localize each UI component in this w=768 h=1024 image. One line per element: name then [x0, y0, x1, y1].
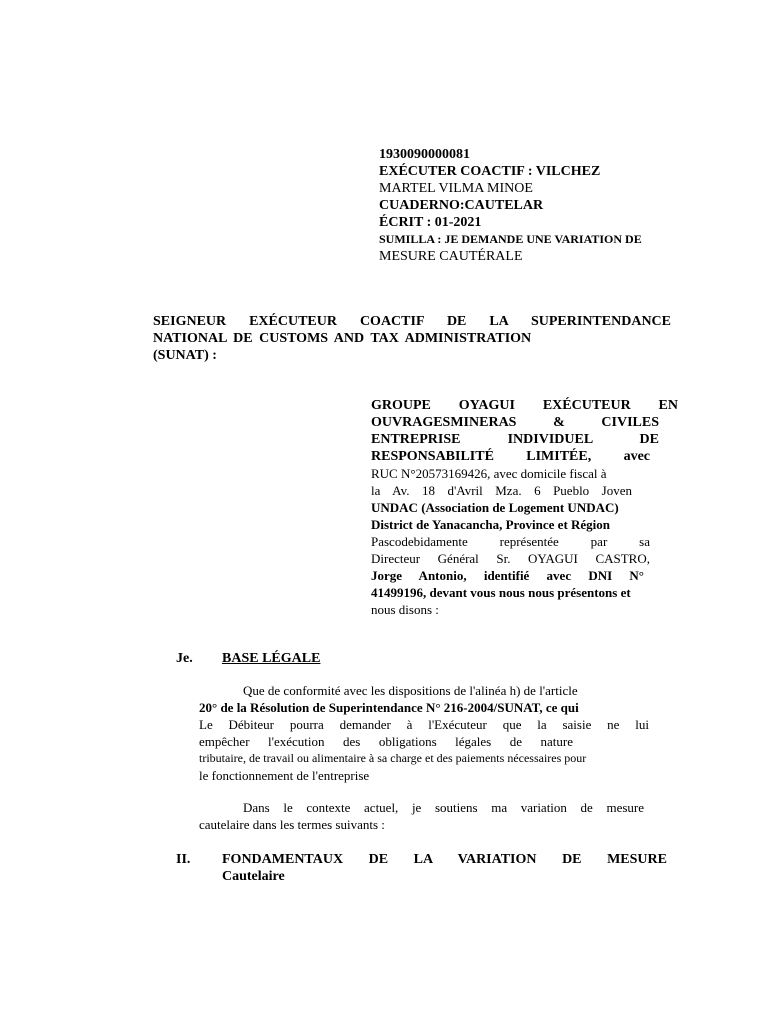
paragraph-1-line-5: tributaire, de travail ou alimentaire à sa charge et des paiements nécessaires pour: [199, 751, 587, 765]
paragraph-2-line-1: Dans le contexte actuel, je soutiens ma variation de mesure: [243, 800, 644, 815]
party-line-12: 41499196, devant vous nous nous présentons et: [371, 585, 631, 600]
addressee-line-2: NATIONAL DE CUSTOMS AND TAX ADMINISTRATION: [153, 331, 532, 346]
party-line-6: la Av. 18 d'Avril Mza. 6 Pueblo Joven: [371, 483, 632, 498]
section-2-title-line-1: FONDAMENTAUX DE LA VARIATION DE MESURE: [222, 852, 667, 867]
sumilla-line: SUMILLA : JE DEMANDE UNE VARIATION DE: [379, 232, 642, 246]
party-line-7: UNDAC (Association de Logement UNDAC): [371, 500, 619, 515]
paragraph-1-line-3: Le Débiteur pourra demander à l'Exécuteur que la saisie ne lui: [199, 717, 649, 732]
paragraph-1-line-1: Que de conformité avec les dispositions de l'alinéa h) de l'article: [243, 683, 578, 698]
executor-name: MARTEL VILMA MINOE: [379, 181, 533, 196]
party-line-8: District de Yanacancha, Province et Région: [371, 517, 611, 532]
paragraph-1-line-2: 20° de la Résolution de Superintendance N° 216-2004/SUNAT, ce qui: [199, 700, 579, 715]
party-block: [371, 397, 678, 618]
party-line-1: GROUPE OYAGUI EXÉCUTEUR EN: [371, 398, 678, 413]
party-line-13: nous disons :: [371, 602, 439, 617]
section-2-number: II.: [176, 852, 191, 867]
party-line-2: OUVRAGESMINERAS & CIVILES: [371, 415, 659, 430]
party-line-3: ENTREPRISE INDIVIDUEL DE: [371, 432, 659, 447]
sumilla-continuation: MESURE CAUTÉRALE: [379, 249, 523, 264]
paragraph-2-line-2: cautelaire dans les termes suivants :: [199, 817, 385, 832]
party-line-4: RESPONSABILITÉ LIMITÉE, avec: [371, 449, 650, 464]
section-2-title-line-2: Cautelaire: [222, 869, 285, 884]
cuaderno-line: CUADERNO:CAUTELAR: [379, 198, 544, 213]
addressee-block: [153, 313, 671, 364]
executor-line: EXÉCUTER COACTIF : VILCHEZ: [379, 164, 601, 179]
case-number: 1930090000081: [379, 147, 470, 162]
ecrit-line: ÉCRIT : 01-2021: [379, 215, 482, 230]
section-2-title: [222, 851, 667, 885]
section-1-title: BASE LÉGALE: [222, 651, 321, 666]
addressee-line-3: (SUNAT) :: [153, 348, 217, 363]
case-header: [379, 146, 699, 265]
party-line-10: Directeur Général Sr. OYAGUI CASTRO,: [371, 551, 650, 566]
party-line-5: RUC N°20573169426, avec domicile fiscal à: [371, 466, 607, 481]
paragraph-1-line-6: le fonctionnement de l'entreprise: [199, 768, 370, 783]
party-line-11: Jorge Antonio, identifié avec DNI N°: [371, 568, 644, 583]
section-1-paragraph-2: [199, 799, 644, 833]
addressee-line-1: SEIGNEUR EXÉCUTEUR COACTIF DE LA SUPERINTENDANCE: [153, 314, 671, 329]
section-1-paragraph-1: [199, 682, 657, 784]
party-line-9: Pascodebidamente représentée par sa: [371, 534, 650, 549]
paragraph-1-line-4: empêcher l'exécution des obligations légales de nature: [199, 734, 573, 749]
section-1-number: Je.: [176, 651, 193, 666]
